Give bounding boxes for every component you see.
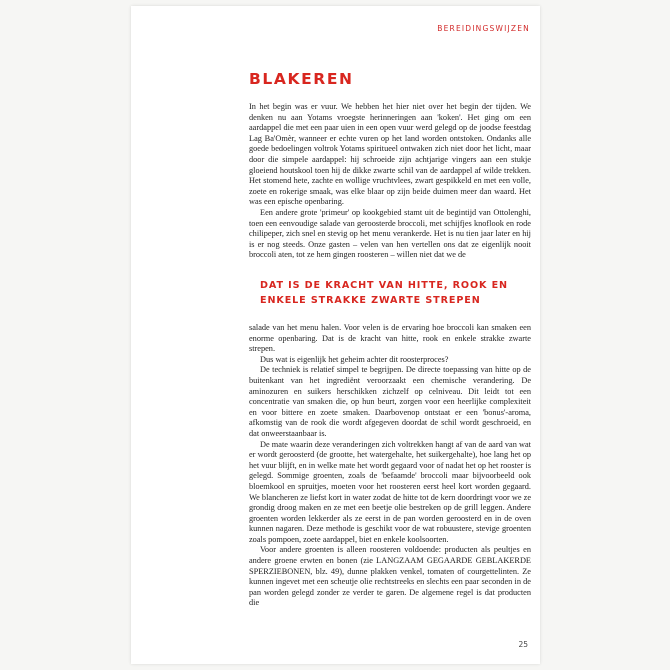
body-text-top: [249, 102, 531, 261]
body-text-bottom: [249, 323, 531, 609]
paragraph: Voor andere groenten is alleen roosteren voldoende: producten als peultjes en andere groene erwten en bonen (zie LANGZAAM GEGAARDE GEBLAKERDE SPERZIEBONEN, blz. 49), dunne plakken venkel, tomaten of courgettelinten. Ze kunnen ingevet met een scheutje olie rechtstreeks en slechts een paar seconden in de pan worden gelegd zonder ze verder te garen. De algemene regel is dat producten die: [249, 545, 531, 608]
page-number: 25: [518, 640, 528, 649]
paragraph: Dus wat is eigenlijk het geheim achter dit roosterproces?: [260, 354, 449, 364]
chapter-title: BLAKEREN: [249, 70, 354, 88]
running-header: BEREIDINGSWIJZEN: [437, 24, 530, 33]
paragraph: De mate waarin deze veranderingen zich voltrekken hangt af van de aard van wat er wordt geroosterd (de grootte, het watergehalte, het suikergehalte), hoe lang het op het vuur blijft, en in welke mate het wordt gegaard voor of nadat het op het rooster is gelegd. Sommige groenten, zoals de 'befaamde' broccoli maar bijvoorbeeld ook bloemkool en spruitjes, moeten voor het roosteren eerst heel kort worden gegaard. We blancheren ze liefst kort in water zodat de hitte tot de kern doordringt voor we ze grondig droog maken en ze met een beetje olie bestreken op de grill leggen. Andere groenten worden lekkerder als ze eerst in de pan worden geroosterd en in de oven kunnen nagaren. Deze methode is geschikt voor de wat robuustere, stevige groenten zoals pompoen, zoete aardappel, biet en enkele koolsoorten.: [249, 439, 532, 544]
paragraph: In het begin was er vuur. We hebben het hier niet over het begin der tijden. We denken nu aan Yotams vroegste herinneringen aan 'koken'. Het ging om een aardappel die met een paar uien in een open vuur werd gelegd op de joodse feestdag Lag Ba'Omèr, wanneer er echte vuren op het land worden ontstoken. Ondanks alle goede bedoelingen voltrok Yotams spiritueel ontwaken zich niet door het licht, maar door die simpele aardappel: hij schroeide zijn achtjarige vingers aan een stukje gloeiend houtskool toen hij de dikke zwarte schil van de aardappel af wilde trekken. Het stomend hete, zachte en wollige vruchtvlees, zwart gespikkeld en met een volle, zoete en rokerige smaak, was elke blaar op zijn beide duimen meer dan waard. Het was een epische openbaring.: [249, 102, 531, 207]
paragraph: Een andere grote 'primeur' op kookgebied stamt uit de begintijd van Ottolenghi, toen een eenvoudige salade van geroosterde broccoli, met schijfjes knoflook en rode chilipeper, zich snel en stevig op het menu verankerde. Het is nu tien jaar later en hij is er nog steeds. Onze gasten – velen van hen vertellen ons dat ze eigenlijk nooit broccoli aten, tot ze hem gingen roosteren – willen niet dat we de: [249, 207, 531, 260]
paragraph: salade van het menu halen. Voor velen is de ervaring hoe broccoli kan smaken een enorme openbaring. Dat is de kracht van hitte, rook en enkele strakke zwarte strepen.: [249, 323, 531, 354]
pull-quote: [260, 278, 520, 308]
paragraph: De techniek is relatief simpel te begrijpen. De directe toepassing van hitte op de buitenkant van het ingrediënt veroorzaakt een chemische verandering. De aminozuren en suikers herschikken zichzelf op celniveau. Dit leidt tot een concentratie van smaken die, op hun beurt, zorgen voor een heerlijke complexiteit en voor bittere en zoete smaken. Daarbovenop ontstaat er een 'bonus'-aroma, afkomstig van de rook die wordt afgegeven doordat de schil wordt geschroeid, en dat onweerstaanbaar is.: [249, 365, 531, 438]
book-page: [131, 6, 540, 664]
pull-quote-line: ENKELE STRAKKE ZWARTE STREPEN: [260, 295, 481, 306]
pull-quote-line: DAT IS DE KRACHT VAN HITTE, ROOK EN: [260, 280, 508, 291]
